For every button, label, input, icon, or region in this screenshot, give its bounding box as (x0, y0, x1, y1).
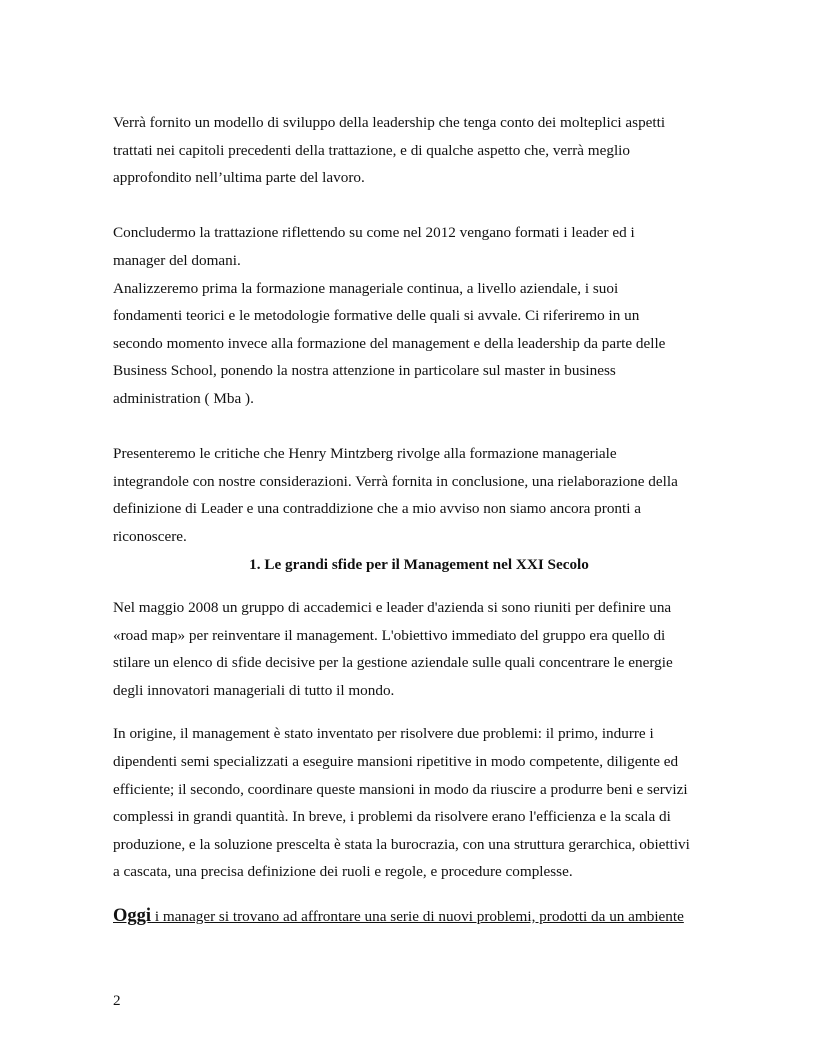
text-line: produzione, e la soluzione prescelta è stata la burocrazia, con una struttura gerarchica, obiettivi (113, 835, 690, 853)
text-line: «road map» per reinventare il management. L'obiettivo immediato del gruppo era quello di (113, 626, 666, 644)
underlined-sentence (113, 906, 684, 927)
text-line: riconoscere. (113, 527, 187, 545)
paragraph-4 (113, 594, 725, 704)
text-line: Presenteremo le critiche che Henry Mintzberg rivolge alla formazione manageriale (113, 445, 617, 463)
text-line: Analizzeremo prima la formazione manageriale continua, a livello aziendale, i suoi (113, 279, 619, 297)
text-line: Verrà fornito un modello di sviluppo della leadership che tenga conto dei molteplici aspetti (113, 114, 666, 131)
text-line: efficiente; il secondo, coordinare queste mansioni in modo da riuscire a produrre beni e servizi (113, 780, 688, 798)
text-line: In origine, il management è stato inventato per risolvere due problemi: il primo, indurre i (113, 725, 654, 743)
sentence-rest: i manager si trovano ad affrontare una serie di nuovi problemi, prodotti da un ambiente (151, 908, 684, 925)
page-number: 2 (113, 992, 121, 1009)
text-line: Concludermo la trattazione riflettendo su come nel 2012 vengano formati i leader ed i (113, 224, 635, 242)
text-line: stilare un elenco di sfide decisive per la gestione aziendale sulle quali concentrare le energie (113, 654, 673, 672)
text-line: approfondito nell’ultima parte del lavoro. (113, 169, 365, 187)
text-line: secondo momento invece alla formazione del management e della leadership da parte delle (113, 334, 666, 352)
emphasized-word: Oggi (113, 906, 152, 926)
text-line: degli innovatori manageriali di tutto il mondo. (113, 681, 395, 699)
text-line: complessi in grandi quantità. In breve, i problemi da risolvere erano l'efficienza e la scala di (113, 808, 671, 826)
text-line: manager del domani. (113, 251, 241, 269)
paragraph-1 (113, 109, 725, 192)
text-line: a cascata, una precisa definizione dei ruoli e regole, e procedure complesse. (113, 863, 573, 881)
text-line: administration ( Mba ). (113, 389, 254, 407)
paragraph-2 (113, 219, 725, 412)
section-heading: 1. Le grandi sfide per il Management nel XXI Secolo (249, 556, 589, 573)
text-line: dipendenti semi specializzati a eseguire mansioni ripetitive in modo competente, diligente ed (113, 752, 679, 770)
intro-block (113, 109, 725, 551)
paragraph-3 (113, 440, 725, 550)
text-line: Nel maggio 2008 un gruppo di accademici e leader d'azienda si sono riuniti per definire una (113, 599, 672, 616)
section-body (113, 594, 725, 886)
paragraph-5 (113, 720, 725, 886)
text-line: trattati nei capitoli precedenti della trattazione, e di qualche aspetto che, verrà meglio (113, 141, 630, 159)
text-line: integrandole con nostre considerazioni. Verrà fornita in conclusione, una rielaborazione della (113, 472, 678, 490)
text-line: fondamenti teorici e le metodologie formative delle quali si avvale. Ci riferiremo in un (113, 307, 640, 325)
text-line: Business School, ponendo la nostra attenzione in particolare sul master in business (113, 362, 616, 380)
text-line: definizione di Leader e una contraddizione che a mio avviso non siamo ancora pronti a (113, 500, 641, 518)
